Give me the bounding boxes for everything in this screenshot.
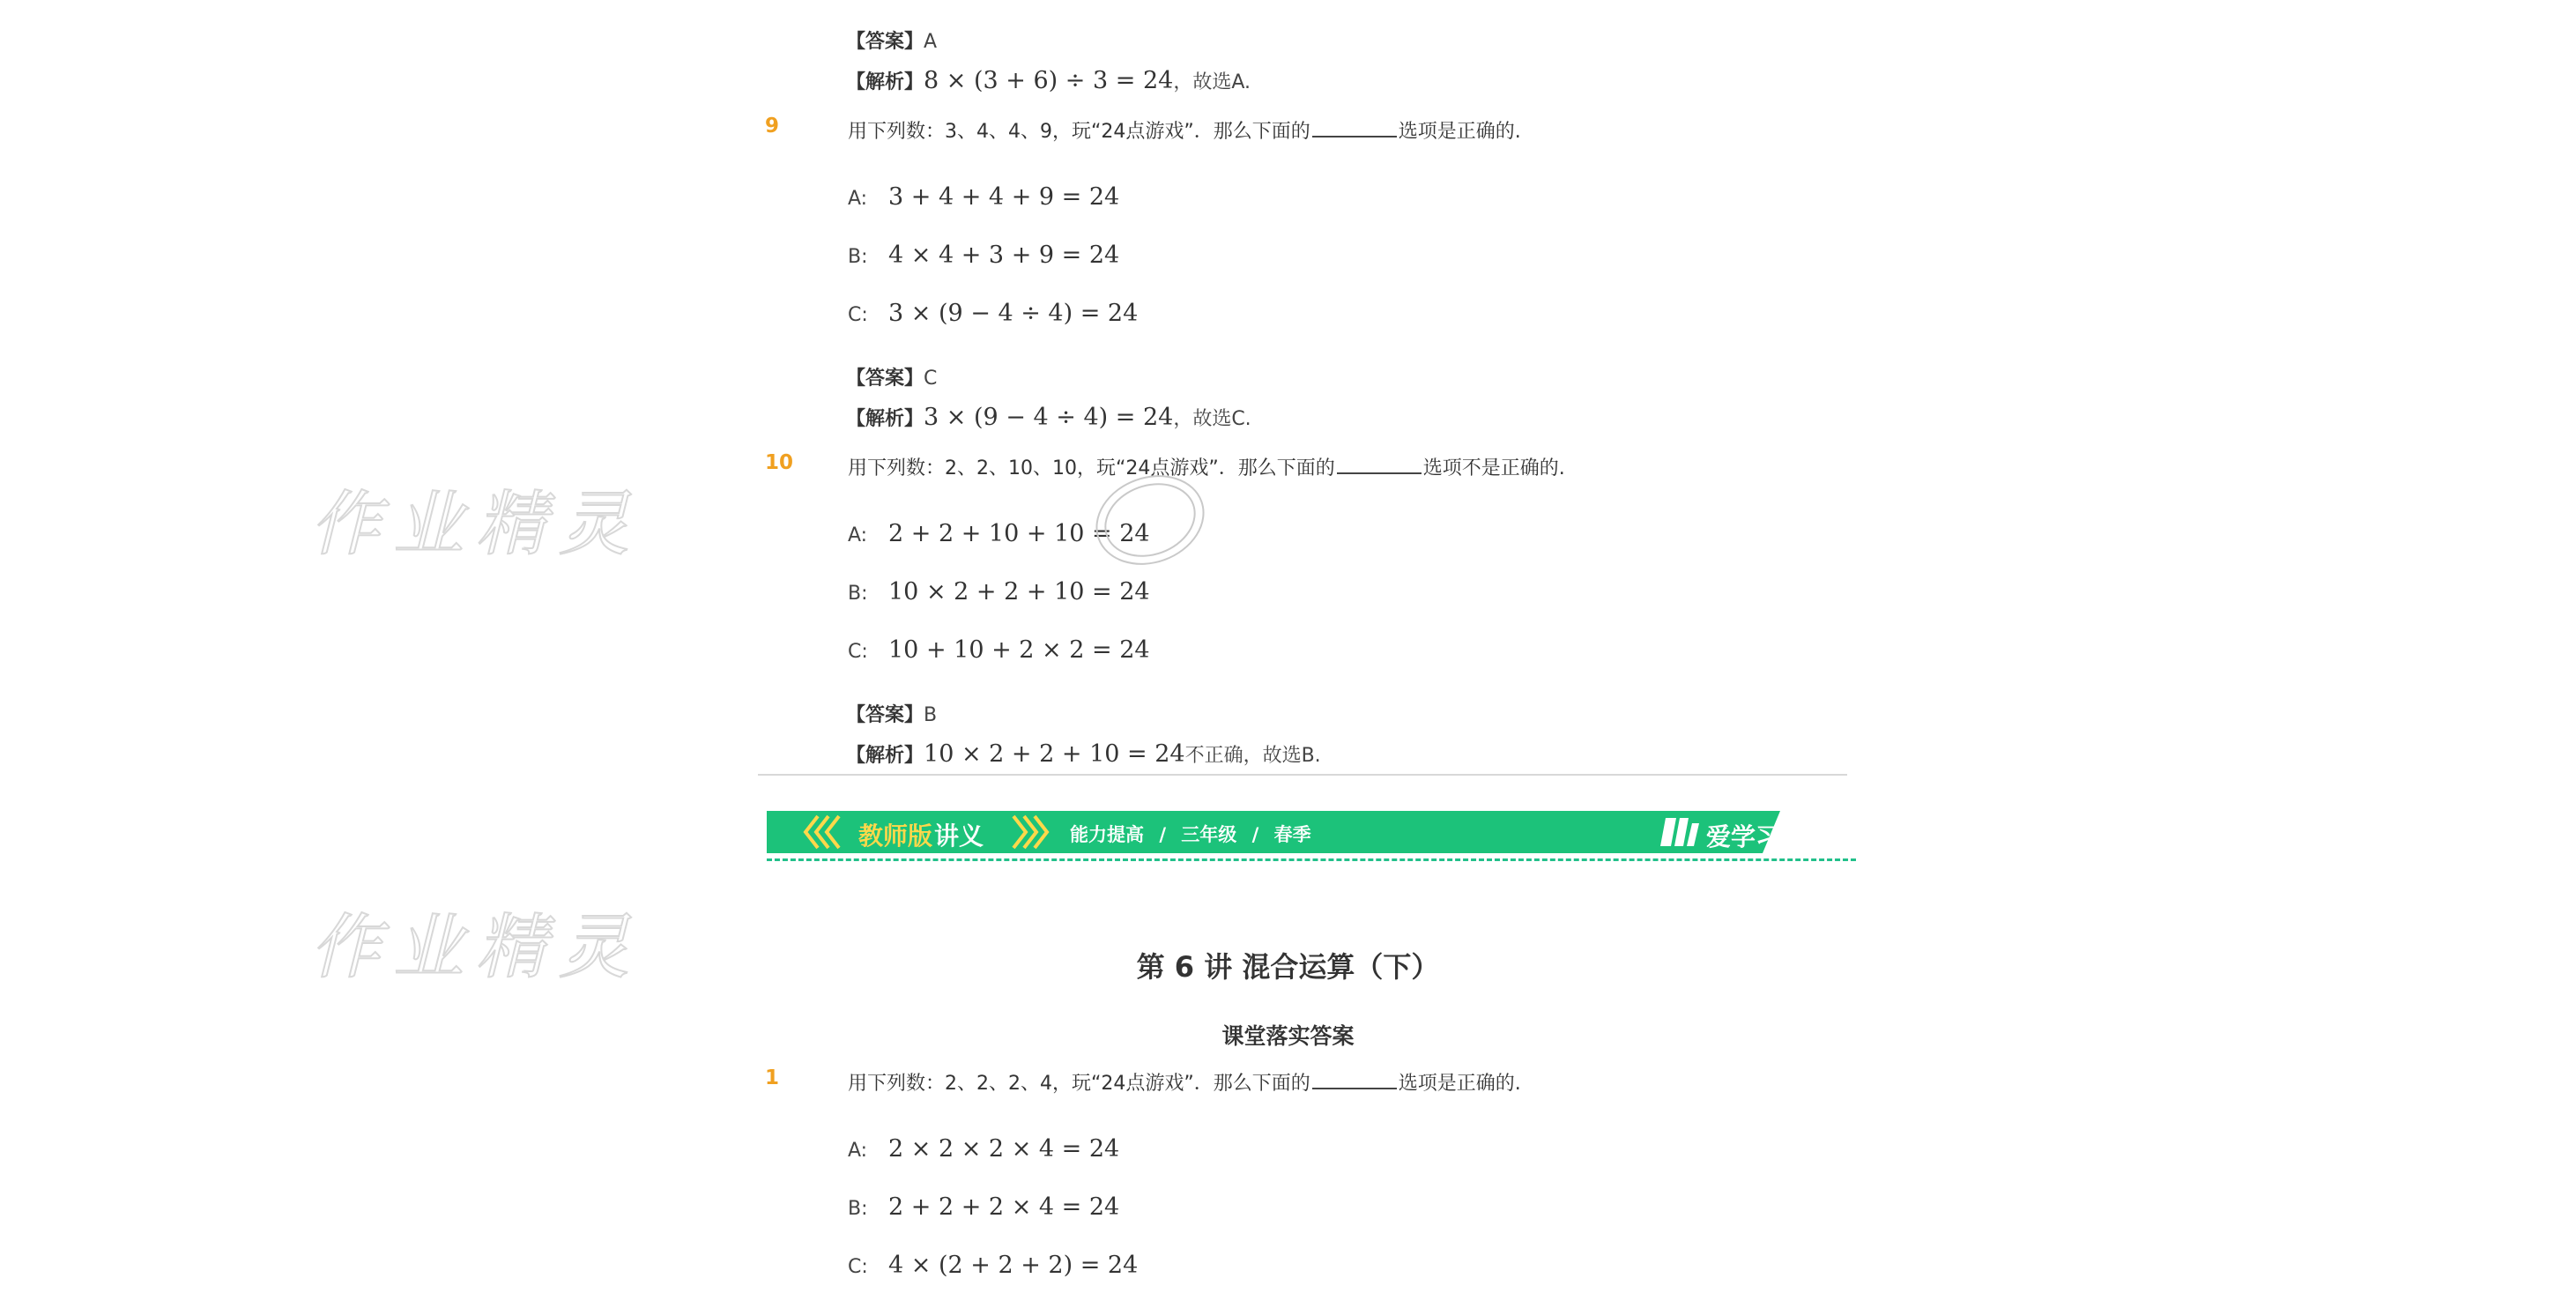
option-label: B: bbox=[848, 246, 868, 268]
option-expression: 10 × 2 + 2 + 10 = 24 bbox=[888, 578, 1150, 606]
banner-separator: / bbox=[1159, 824, 1166, 845]
question-number: 9 bbox=[765, 115, 780, 137]
banner-edition-label: 教师版 bbox=[858, 821, 933, 851]
answer-blank bbox=[1337, 457, 1422, 474]
analysis-line bbox=[846, 740, 1321, 768]
option-b bbox=[848, 242, 1119, 269]
answer-blank bbox=[1312, 120, 1397, 137]
answer-line bbox=[846, 26, 937, 54]
brand-logo-text: 爱学习 bbox=[1706, 822, 1781, 851]
answer-line bbox=[846, 700, 937, 727]
analysis-tail: 不正确，故选B. bbox=[1184, 745, 1321, 767]
option-expression: 10 + 10 + 2 × 2 = 24 bbox=[888, 636, 1150, 664]
analysis-label: 【解析】 bbox=[846, 71, 924, 93]
question-number: 1 bbox=[765, 1066, 780, 1089]
banner-edition-suffix: 讲义 bbox=[934, 821, 984, 851]
header-banner bbox=[767, 811, 1780, 853]
answer-line bbox=[846, 363, 937, 390]
analysis-tail: ，故选A. bbox=[1173, 71, 1251, 93]
analysis-line bbox=[846, 67, 1251, 94]
analysis-tail: ，故选C. bbox=[1173, 408, 1251, 430]
answer-value: C bbox=[924, 368, 938, 390]
option-label: A: bbox=[848, 188, 868, 210]
option-expression: 2 + 2 + 2 × 4 = 24 bbox=[888, 1193, 1120, 1221]
answer-label: 【答案】 bbox=[846, 31, 924, 53]
question-text bbox=[848, 116, 1521, 144]
section-divider bbox=[758, 774, 1847, 776]
banner-separator: / bbox=[1251, 824, 1259, 845]
stamp-seal bbox=[1084, 467, 1216, 576]
option-label: C: bbox=[848, 641, 868, 663]
analysis-math: 10 × 2 + 2 + 10 = 24 bbox=[924, 740, 1185, 768]
answer-label: 【答案】 bbox=[846, 368, 924, 390]
analysis-label: 【解析】 bbox=[846, 745, 924, 767]
option-label: B: bbox=[848, 1198, 868, 1220]
option-b bbox=[848, 1193, 1119, 1221]
option-expression: 2 + 2 + 10 + 10 = 24 bbox=[888, 520, 1150, 547]
analysis-line bbox=[846, 404, 1251, 431]
question-text-after: 选项不是正确的. bbox=[1422, 457, 1565, 479]
option-expression: 3 + 4 + 4 + 9 = 24 bbox=[888, 183, 1120, 211]
answer-value: A bbox=[924, 31, 938, 53]
answer-blank bbox=[1312, 1072, 1397, 1089]
option-c bbox=[848, 636, 1150, 664]
option-a bbox=[848, 183, 1119, 211]
lecture-title: 第 6 讲 混合运算（下） bbox=[1136, 950, 1440, 984]
analysis-label: 【解析】 bbox=[846, 408, 924, 430]
option-c bbox=[848, 300, 1138, 327]
banner-course: 能力提高 bbox=[1070, 824, 1144, 845]
option-c bbox=[848, 1252, 1138, 1279]
option-expression: 4 × (2 + 2 + 2) = 24 bbox=[888, 1252, 1139, 1279]
option-a bbox=[848, 1135, 1119, 1163]
option-expression: 2 × 2 × 2 × 4 = 24 bbox=[888, 1135, 1120, 1163]
watermark-text: 作业精灵 bbox=[310, 906, 642, 988]
banner-dashed-rule bbox=[767, 858, 1856, 861]
question-text bbox=[848, 1068, 1521, 1096]
banner-grade: 三年级 bbox=[1181, 824, 1237, 845]
section-subtitle: 课堂落实答案 bbox=[1221, 1023, 1355, 1049]
answer-label: 【答案】 bbox=[846, 704, 924, 726]
option-label: B: bbox=[848, 583, 868, 605]
option-label: A: bbox=[848, 524, 868, 546]
question-text-after: 选项是正确的. bbox=[1398, 121, 1521, 143]
analysis-math: 3 × (9 − 4 ÷ 4) = 24 bbox=[924, 404, 1174, 431]
question-number: 10 bbox=[765, 451, 794, 474]
option-b bbox=[848, 578, 1150, 606]
answer-value: B bbox=[924, 704, 938, 726]
question-text-before: 用下列数：2、2、10、10，玩“24点游戏”．那么下面的 bbox=[848, 457, 1335, 479]
analysis-math: 8 × (3 + 6) ÷ 3 = 24 bbox=[924, 67, 1174, 94]
watermark-text: 作业精灵 bbox=[310, 483, 642, 565]
question-text-before: 用下列数：3、4、4、9，玩“24点游戏”．那么下面的 bbox=[848, 121, 1310, 143]
banner-course-info bbox=[1070, 821, 1311, 847]
question-text-after: 选项是正确的. bbox=[1398, 1073, 1521, 1095]
option-expression: 4 × 4 + 3 + 9 = 24 bbox=[888, 242, 1120, 269]
option-expression: 3 × (9 − 4 ÷ 4) = 24 bbox=[888, 300, 1139, 327]
question-text-before: 用下列数：2、2、2、4，玩“24点游戏”．那么下面的 bbox=[848, 1073, 1310, 1095]
option-label: C: bbox=[848, 1256, 868, 1278]
option-label: A: bbox=[848, 1140, 868, 1162]
banner-season: 春季 bbox=[1273, 824, 1311, 845]
option-label: C: bbox=[848, 304, 868, 326]
